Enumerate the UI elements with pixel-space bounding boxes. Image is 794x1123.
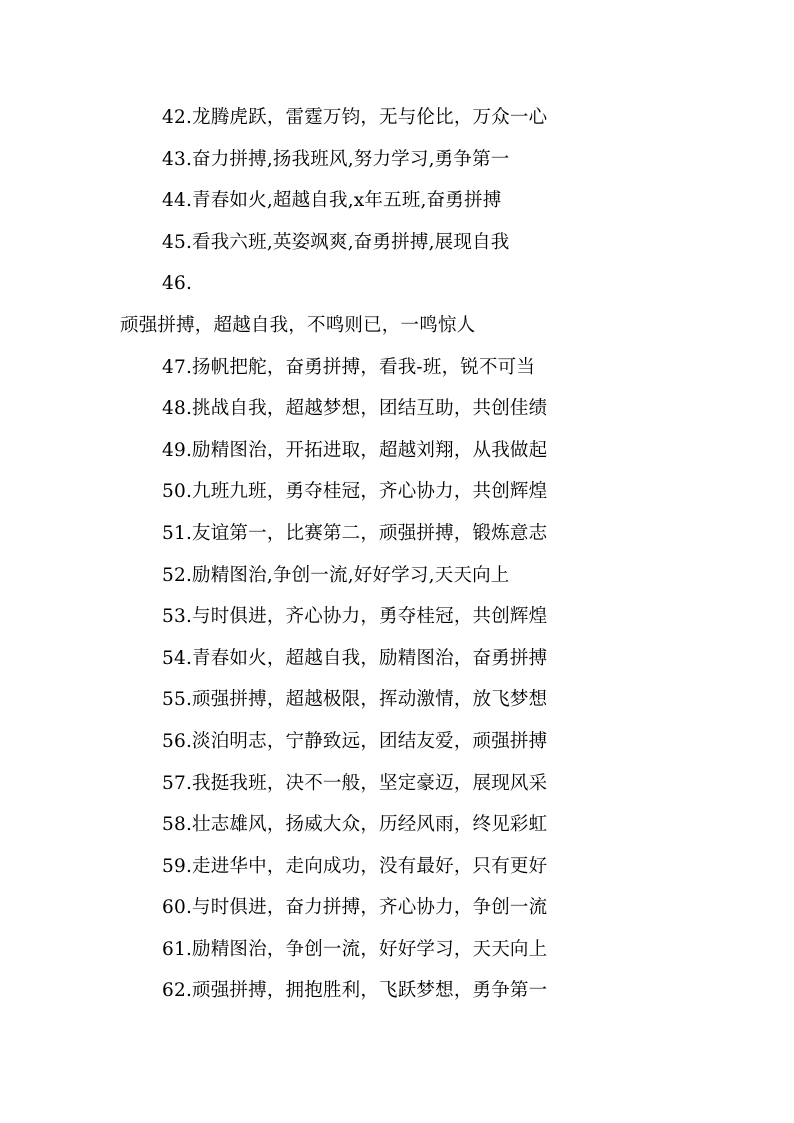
- list-item: 53.与时俱进，齐心协力，勇夺桂冠，共创辉煌: [162, 606, 548, 628]
- list-item: 42.龙腾虎跃，雷霆万钧，无与伦比，万众一心: [162, 107, 548, 128]
- list-item: 52.励精图治,争创一流,好好学习,天天向上: [162, 564, 510, 586]
- list-item: 54.青春如火，超越自我，励精图治，奋勇拼搏: [162, 647, 548, 669]
- list-item: 49.励精图治，开拓进取，超越刘翔，从我做起: [162, 439, 548, 461]
- list-item-continuation: 顽强拼搏，超越自我，不鸣则已，一鸣惊人: [120, 314, 476, 336]
- list-item: 56.淡泊明志，宁静致远，团结友爱，顽强拼搏: [162, 730, 548, 752]
- list-item: 45.看我六班,英姿飒爽,奋勇拼搏,展现自我: [162, 231, 510, 253]
- list-item: 55.顽强拼搏，超越极限，挥动激情，放飞梦想: [162, 689, 548, 711]
- list-item: 58.壮志雄风，扬威大众，历经风雨，终见彩虹: [162, 814, 548, 836]
- list-item-number-only: 46.: [162, 273, 193, 295]
- list-item: 47.扬帆把舵，奋勇拼搏，看我-班，锐不可当: [162, 356, 536, 378]
- list-item: 59.走进华中，走向成功，没有最好，只有更好: [162, 855, 548, 877]
- list-item: 61.励精图治，争创一流，好好学习，天天向上: [162, 938, 548, 960]
- list-item: 60.与时俱进，奋力拼搏，齐心协力，争创一流: [162, 897, 548, 919]
- list-item: 43.奋力拼搏,扬我班风,努力学习,勇争第一: [162, 148, 510, 170]
- list-item: 51.友谊第一，比赛第二，顽强拼搏，锻炼意志: [162, 522, 548, 544]
- slogan-list: [0, 97, 794, 1012]
- list-item: 44.青春如火,超越自我,x年五班,奋勇拼搏: [162, 190, 502, 212]
- list-item: 62.顽强拼搏，拥抱胜利，飞跃梦想，勇争第一: [162, 980, 548, 1002]
- list-item: 48.挑战自我，超越梦想，团结互助，共创佳绩: [162, 398, 548, 420]
- list-item: 50.九班九班，勇夺桂冠，齐心协力，共创辉煌: [162, 481, 548, 503]
- list-item: 57.我挺我班，决不一般，坚定豪迈，展现风采: [162, 772, 548, 794]
